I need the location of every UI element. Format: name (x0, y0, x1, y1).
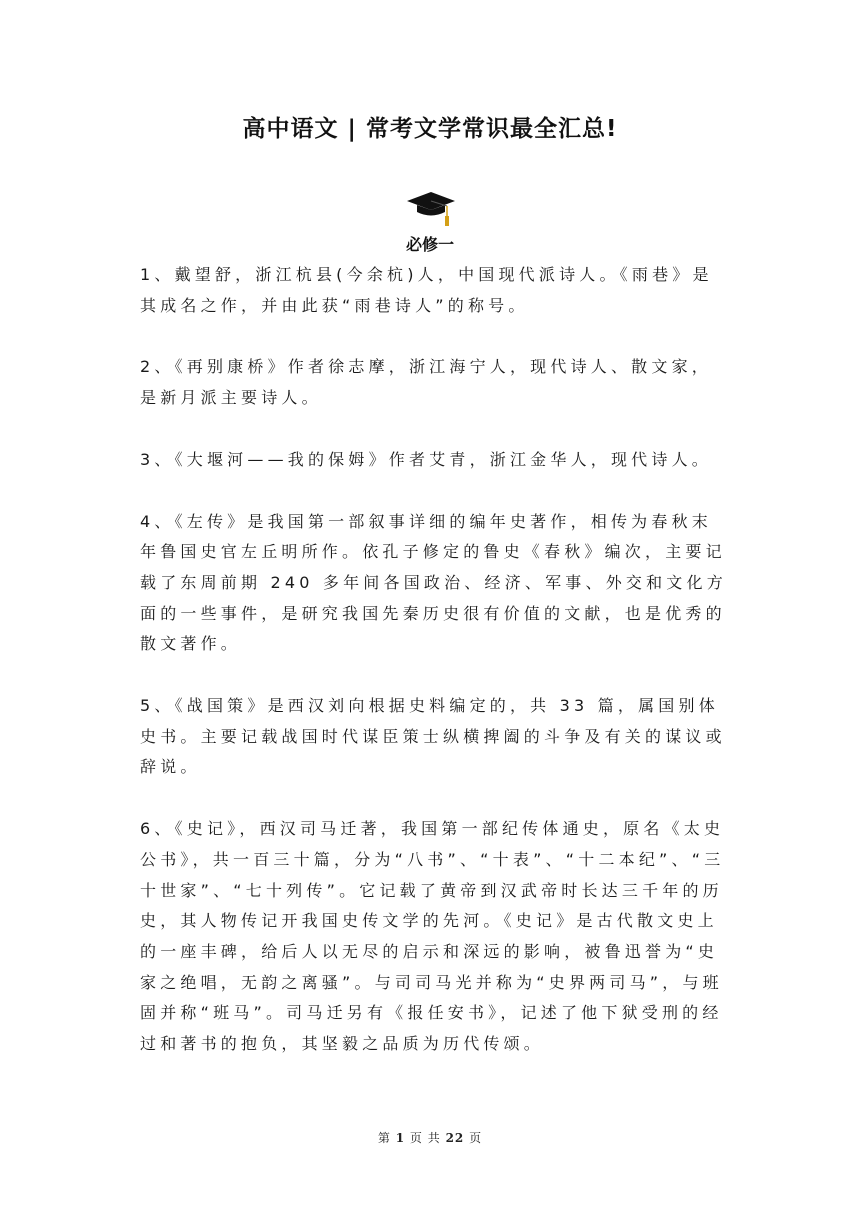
section-heading: 必修一 (405, 235, 454, 254)
footer-total-pages: 22 (445, 1131, 465, 1145)
paragraph-5: 5、《战国策》是西汉刘向根据史料编定的，共 33 篇，属国别体史书。主要记载战国时代谋臣策士纵横捭阖的斗争及有关的谋议或辞说。 (140, 696, 726, 777)
paragraph-4: 4、《左传》是我国第一部叙事详细的编年史著作，相传为春秋末年鲁国史官左丘明所作。依孔子修定的鲁史《春秋》编次，主要记载了东周前期 240 多年间各国政治、经济、军事、外交和文化方面的一些事件，是研究我国先秦历史很有价值的文献，也是优秀的散文著作。 (140, 511, 727, 654)
footer-page-number: 1 (395, 1131, 406, 1145)
paragraph-6: 6、《史记》，西汉司马迁著，我国第一部纪传体通史，原名《太史公书》，共一百三十篇，分为“八书”、“十表”、“十二本纪”、“三十世家”、“七十列传”。它记载了黄帝到汉武帝时长达三千年的历史，其人物传记开我国史传文学的先河。《史记》是古代散文史上的一座丰碑，给后人以无尽的启示和深远的影响，被鲁迅誉为“史家之绝唱，无韵之离骚”。与司司马光并称为“史界两司马”，与班固并称“班马”。司马迁另有《报任安书》，记述了他下狱受刑的经过和著书的抱负，其坚毅之品质为历代传颂。 (140, 819, 725, 1054)
footer-prefix: 第 (377, 1131, 391, 1145)
footer-suffix: 页 (469, 1131, 483, 1145)
graduation-cap-icon (405, 190, 457, 230)
paragraph-1: 1、戴望舒，浙江杭县(今余杭)人，中国现代派诗人。《雨巷》是其成名之作，并由此获“雨巷诗人”的称号。 (140, 265, 713, 315)
footer-middle: 页 共 (409, 1131, 441, 1145)
paragraph-2: 2、《再别康桥》作者徐志摩，浙江海宁人，现代诗人、散文家，是新月派主要诗人。 (140, 357, 712, 408)
page-title: 高中语文 | 常考文学常识最全汇总! (242, 116, 618, 142)
page-footer (0, 1129, 860, 1146)
content-body (140, 260, 730, 1091)
paragraph-3: 3、《大堰河——我的保姆》作者艾青，浙江金华人，现代诗人。 (140, 449, 712, 469)
